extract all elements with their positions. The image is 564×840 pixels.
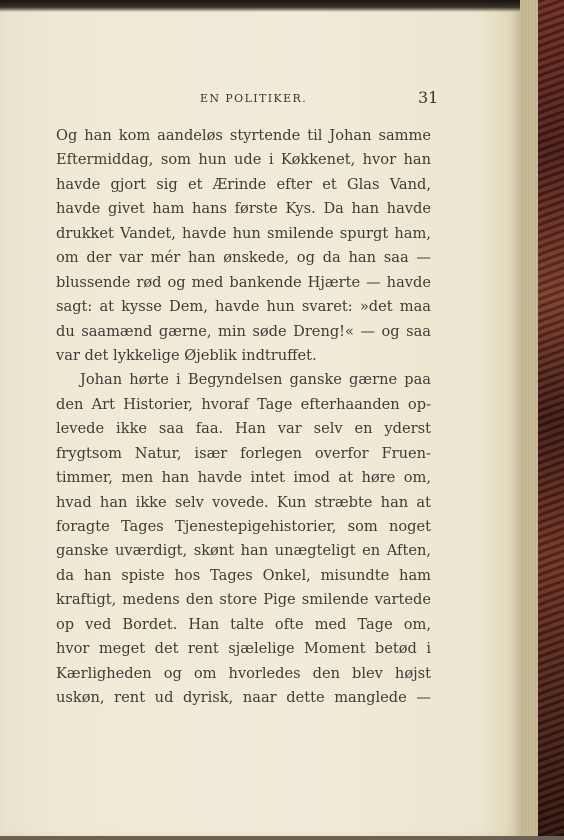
scan-bottom-edge xyxy=(0,836,564,840)
paragraph-2 xyxy=(56,368,431,710)
text-line: hvad han ikke selv vovede. Kun stræbte han at xyxy=(56,493,431,511)
scan-top-edge xyxy=(0,0,564,12)
text-line: hvor meget det rent sjælelige Moment betød i xyxy=(56,640,431,658)
text-line: Kærligheden og om hvorledes den blev højst xyxy=(56,664,431,682)
body-text xyxy=(56,124,431,711)
text-line: Eftermiddag, som hun ude i Køkkenet, hvor han xyxy=(56,151,431,169)
text-line: da han spiste hos Tages Onkel, misundte ham xyxy=(56,566,431,584)
text-line: du saamænd gærne, min søde Dreng!« — og saa xyxy=(56,322,431,340)
text-line: frygtsom Natur, især forlegen overfor Fruen- xyxy=(56,444,431,462)
paragraph-1 xyxy=(56,124,431,368)
text-line: levede ikke saa faa. Han var selv en yderst xyxy=(56,420,431,438)
text-line: op ved Bordet. Han talte ofte med Tage om, xyxy=(56,615,431,633)
text-line: foragte Tages Tjenestepigehistorier, som noget xyxy=(56,518,431,535)
book-cover-edge xyxy=(538,0,564,840)
running-title: EN POLITIKER. xyxy=(200,92,308,105)
text-line: var det lykkelige Øjeblik indtruffet. xyxy=(56,346,317,364)
text-line: sagt: at kysse Dem, havde hun svaret: »det maa xyxy=(56,298,431,316)
text-line: kraftigt, medens den store Pige smilende vartede xyxy=(56,591,431,609)
text-line: om der var mér han ønskede, og da han saa — xyxy=(56,249,431,267)
text-line: timmer, men han havde intet imod at høre om, xyxy=(56,469,431,487)
page-header xyxy=(40,88,440,112)
text-line: den Art Historier, hvoraf Tage efterhaanden op- xyxy=(56,395,431,413)
text-line: drukket Vandet, havde hun smilende spurgt ham, xyxy=(56,224,431,242)
text-line: ganske uværdigt, skønt han unægteligt en Aften, xyxy=(56,542,431,560)
text-line: havde givet ham hans første Kys. Da han havde xyxy=(56,200,431,218)
book-page-edges xyxy=(520,0,540,840)
text-line: Johan hørte i Begyndelsen ganske gærne paa xyxy=(80,371,431,389)
text-line: blussende rød og med bankende Hjærte — havde xyxy=(56,273,431,291)
text-line: uskøn, rent ud dyrisk, naar dette manglede — xyxy=(56,689,431,707)
text-line: havde gjort sig et Ærinde efter et Glas Vand, xyxy=(56,175,431,193)
page-number: 31 xyxy=(418,88,439,107)
text-line: Og han kom aandeløs styrtende til Johan samme xyxy=(56,127,431,144)
